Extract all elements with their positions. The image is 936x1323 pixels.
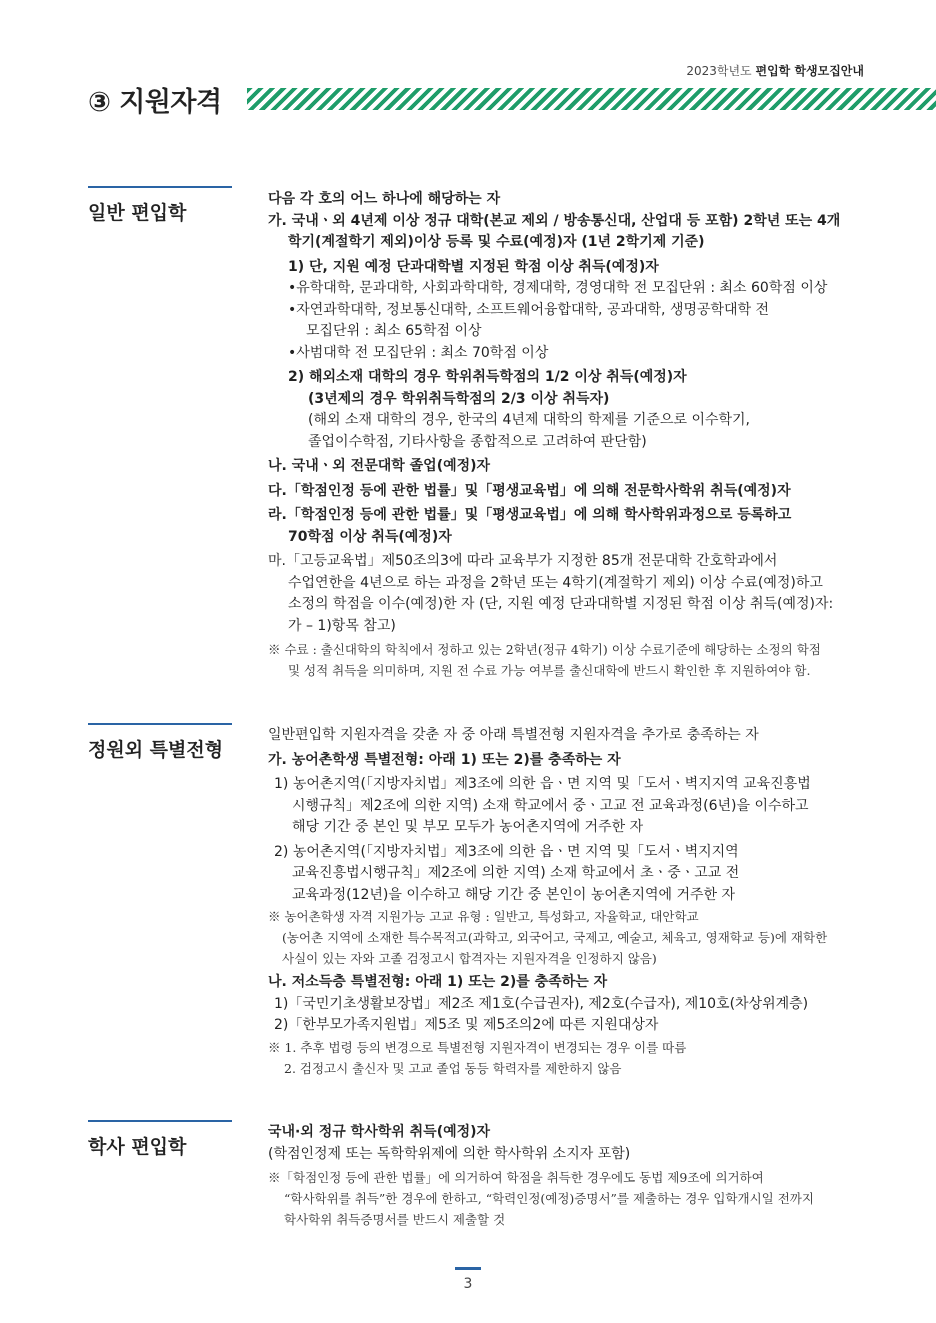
special-ga-1-cont-1: 시행규칙」제2조에 의한 지역) 소재 학교에서 중ㆍ고교 전 교육과정(6년)을 이수하고 [292, 797, 809, 814]
special-ga-1-cont-2: 해당 기간 중 본인 및 부모 모두가 농어촌지역에 거주한 자 [292, 819, 644, 835]
bachelor-content [268, 1122, 868, 1230]
general-bullet-2-cont: 모집단위 : 최소 65학점 이상 [306, 323, 482, 339]
special-ga-note-cont-2: 사실이 있는 자와 고졸 검정고시 합격자는 지원자격을 인정하지 않음) [282, 951, 657, 966]
bachelor-main: 국내·외 정규 학사학위 취득(예정)자 [268, 1124, 491, 1140]
general-bullet-2: •자연과학대학, 정보통신대학, 소프트웨어융합대학, 공과대학, 생명공학대학 전 [288, 301, 770, 318]
general-item-ma: 마.「고등교육법」제50조의3에 따라 교육부가 지정한 85개 전문대학 간호학과에서 [268, 553, 778, 569]
special-content [268, 725, 868, 1079]
general-item-ga-2: 2) 해외소재 대학의 경우 학위취득학점의 1/2 이상 취득(예정)자 [288, 369, 687, 385]
general-item-ga: 가. 국내ㆍ외 4년제 이상 정규 대학(본교 제외 / 방송통신대, 산업대 등 포함) 2학년 또는 4개 [268, 212, 841, 229]
general-item-ma-cont-2: 소정의 학점을 이수(예정)한 자 (단, 지원 예정 단과대학별 지정된 학점 이상 취득(예정)자: [288, 596, 834, 612]
section-title: ③ 지원자격 [88, 87, 222, 118]
special-na-1: 1)「국민기초생활보장법」제2조 제1호(수급권자), 제2호(수급자), 제10호(차상위계층) [274, 995, 809, 1012]
special-ga-2: 2) 농어촌지역(「지방자치법」제3조에 의한 읍ㆍ면 지역 및「도서ㆍ벽지지역 [274, 843, 739, 860]
special-na-note-1: ※ 1. 추후 법령 등의 변경으로 특별전형 지원자격이 변경되는 경우 이를 따름 [268, 1039, 687, 1055]
general-item-ga-1: 1) 단, 지원 예정 단과대학별 지정된 학점 이상 취득(예정)자 [288, 258, 659, 275]
bachelor-note-cont-2: 학사학위 취득증명서를 반드시 제출할 것 [284, 1212, 506, 1227]
header-year: 2023학년도 [686, 64, 752, 78]
special-ga-note: ※ 농어촌학생 자격 지원가능 고교 유형 : 일반고, 특성화고, 자율학교, 대안학교 [268, 909, 699, 924]
general-item-da: 다.「학점인정 등에 관한 법률」및「평생교육법」에 의해 전문학사학위 취득(예정)자 [268, 482, 791, 499]
special-na-2: 2)「한부모가족지원법」제5조 및 제5조의2에 따른 지원대상자 [274, 1017, 659, 1033]
general-item-ma-cont-1: 수업연한을 4년으로 하는 과정을 2학년 또는 4학기(계절학기 제외) 이상 수료(예정)하고 [288, 574, 823, 591]
title-stripe-decoration [247, 88, 936, 110]
general-note: ※ 수료 : 출신대학의 학칙에서 정하고 있는 2학년(정규 4학기) 이상 수료기준에 해당하는 소정의 학점 [268, 642, 821, 657]
special-na-note-2: 2. 검정고시 출신자 및 고교 졸업 동등 학력자를 제한하지 않음 [284, 1060, 622, 1076]
page-number-bar [455, 1267, 481, 1270]
general-content [268, 189, 868, 681]
general-item-ga-2-cont: (3년제의 경우 학위취득학점의 2/3 이상 취득자) [308, 390, 610, 407]
general-note-cont: 및 성적 취득을 의미하며, 지원 전 수료 가능 여부를 출신대학에 반드시 확인한 후 지원하여야 함. [288, 663, 811, 678]
bachelor-sub: (학점인정제 또는 독학학위제에 의한 학사학위 소지자 포함) [268, 1145, 631, 1162]
header-doc-title: 편입학 학생모집안내 [755, 64, 864, 78]
section-label-bachelor: 학사 편입학 [88, 1120, 232, 1159]
general-item-ga-2-note: (해외 소재 대학의 경우, 한국의 4년제 대학의 학제를 기준으로 이수학기, [308, 412, 750, 428]
special-ga-note-cont-1: (농어촌 지역에 소재한 특수목적고(과학고, 외국어고, 국제고, 예술고, 체육고, 영재학교 등)에 재학한 [282, 930, 828, 945]
special-ga-2-cont-2: 교육과정(12년)을 이수하고 해당 기간 중 본인이 농어촌지역에 거주한 자 [292, 886, 736, 903]
general-item-na: 나. 국내ㆍ외 전문대학 졸업(예정)자 [268, 458, 491, 474]
general-item-ra: 라.「학점인정 등에 관한 법률」및「평생교육법」에 의해 학사학위과정으로 등록하고 [268, 507, 792, 523]
special-item-na: 나. 저소득층 특별전형: 아래 1) 또는 2)를 충족하는 자 [268, 974, 608, 990]
section-label-general: 일반 편입학 [88, 186, 232, 225]
general-bullet-1: •유학대학, 문과대학, 사회과학대학, 경제대학, 경영대학 전 모집단위 : 최소 60학점 이상 [288, 280, 828, 296]
special-ga-2-cont-1: 교육진흥법시행규칙」제2조에 의한 지역) 소재 학교에서 초ㆍ중ㆍ고교 전 [292, 865, 740, 881]
special-intro: 일반편입학 지원자격을 갖춘 자 중 아래 특별전형 지원자격을 추가로 충족하는 자 [268, 727, 759, 743]
general-item-ma-cont-3: 가 – 1)항목 참고) [288, 617, 396, 634]
general-bullet-3: •사범대학 전 모집단위 : 최소 70학점 이상 [288, 344, 549, 361]
general-item-ga-cont: 학기(계절학기 제외)이상 등록 및 수료(예정)자 (1년 2학기제 기준) [288, 234, 705, 250]
special-item-ga: 가. 농어촌학생 특별전형: 아래 1) 또는 2)를 충족하는 자 [268, 751, 621, 768]
general-intro: 다음 각 호의 어느 하나에 해당하는 자 [268, 191, 501, 207]
section-label-special: 정원외 특별전형 [88, 723, 232, 762]
bachelor-note: ※「학점인정 등에 관한 법률」에 의거하여 학점을 취득한 경우에도 동법 제9조에 의거하여 [268, 1170, 764, 1185]
general-item-ra-cont: 70학점 이상 취득(예정)자 [288, 528, 452, 545]
special-ga-1: 1) 농어촌지역(「지방자치법」제3조에 의한 읍ㆍ면 지역 및「도서ㆍ벽지지역 교육진흥법 [274, 776, 811, 792]
running-header [686, 62, 864, 79]
page-number: 3 [463, 1276, 473, 1292]
bachelor-note-cont-1: “학사학위를 취득”한 경우에 한하고, “학력인정(예정)증명서”를 제출하는 경우 입학개시일 전까지 [284, 1191, 814, 1206]
general-item-ga-2-note-cont: 졸업이수학점, 기타사항을 종합적으로 고려하여 판단함) [308, 433, 647, 450]
